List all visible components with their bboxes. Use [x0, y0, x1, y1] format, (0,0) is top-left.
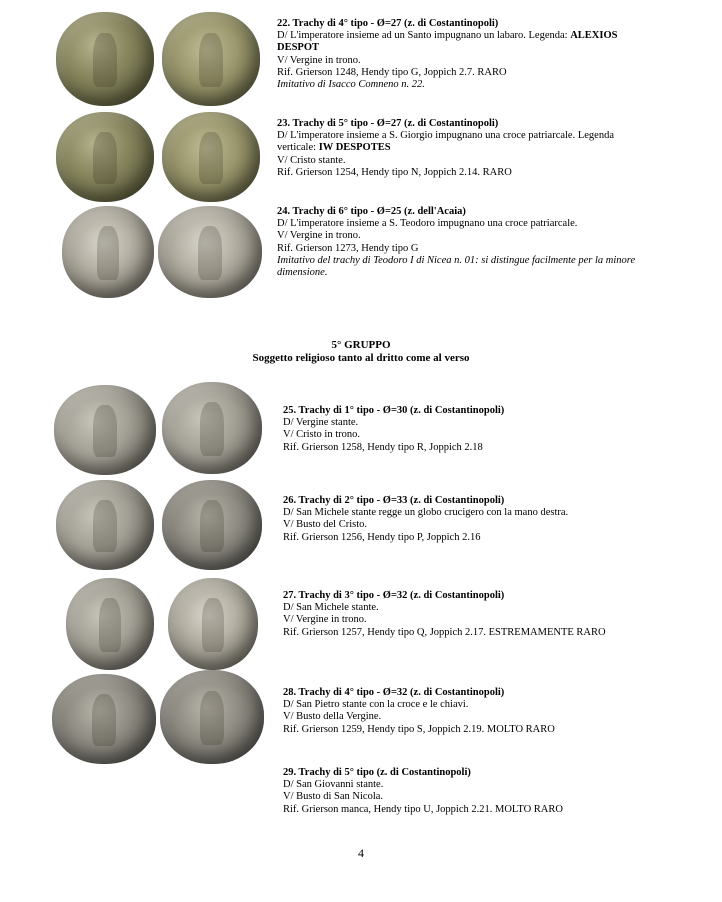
entry-title: 24. Trachy di 6° tipo - Ø=25 (z. dell'Acaia) [277, 206, 466, 217]
entry-note: dimensione. [277, 267, 328, 279]
entry-28-text: 28. Trachy di 4° tipo - Ø=32 (z. di Costantinopoli) D/ San Pietro stante con la croce e le chiavi. V/ Busto della Vergine. Rif. Grierson 1259, Hendy tipo S, Joppich 2.19. MOLTO RARO [283, 687, 703, 736]
coin-27-reverse [168, 578, 258, 670]
entry-27-text: 27. Trachy di 3° tipo - Ø=32 (z. di Costantinopoli) D/ San Michele stante. V/ Vergine in trono. Rif. Grierson 1257, Hendy tipo Q, Joppich 2.17. ESTREMAMENTE RARO [283, 590, 703, 639]
entry-note: Imitativo di Isacco Comneno n. 22. [277, 79, 425, 91]
coin-24-obverse [62, 206, 154, 298]
coin-25-reverse [162, 382, 262, 474]
entry-title: 28. Trachy di 4° tipo - Ø=32 (z. di Costantinopoli) [283, 687, 505, 698]
coin-27-obverse [66, 578, 154, 670]
entry-22-text: 22. Trachy di 4° tipo - Ø=27 (z. di Costantinopoli) D/ L'imperatore insieme ad un Santo impugnano un labaro. Legenda: ALEXIOS DESPOT V/ Vergine in trono. Rif. Grierson 1248, Hendy tipo G, Joppich 2.7. RARO Imitativo di Isacco Comneno n. 22. [277, 18, 697, 91]
group-subtitle: Soggetto religioso tanto al dritto come al verso [252, 352, 470, 364]
entry-note: Imitativo del trachy di Teodoro I di Nicea n. 01: si distingue facilmente per la minore [277, 254, 636, 266]
group-title: 5° GRUPPO [331, 339, 391, 351]
entry-29-text: 29. Trachy di 5° tipo (z. di Costantinopoli) D/ San Giovanni stante. V/ Busto di San Nicola. Rif. Grierson manca, Hendy tipo U, Joppich 2.21. MOLTO RARO [283, 767, 703, 816]
coin-23-obverse [56, 112, 154, 202]
entry-26-text: 26. Trachy di 2° tipo - Ø=33 (z. di Costantinopoli) D/ San Michele stante regge un globo crucigero con la mano destra. V/ Busto del Cristo. Rif. Grierson 1256, Hendy tipo P, Joppich 2.16 [283, 495, 703, 544]
entry-24-text: 24. Trachy di 6° tipo - Ø=25 (z. dell'Acaia) D/ L'imperatore insieme a S. Teodoro impugnano una croce patriarcale. V/ Vergine in trono. Rif. Grierson 1273, Hendy tipo G Imitativo del trachy di Teodoro I di Nicea n. 01: si distingue facilmente per la minore dimensione. [277, 206, 697, 279]
entry-title: 23. Trachy di 5° tipo - Ø=27 (z. di Costantinopoli) [277, 118, 499, 129]
page-number: 4 [358, 846, 364, 860]
coin-22-obverse [56, 12, 154, 106]
entry-title: 22. Trachy di 4° tipo - Ø=27 (z. di Costantinopoli) [277, 18, 499, 29]
coin-24-reverse [158, 206, 262, 298]
coin-23-reverse [162, 112, 260, 202]
entry-25-text: 25. Trachy di 1° tipo - Ø=30 (z. di Costantinopoli) D/ Vergine stante. V/ Cristo in trono. Rif. Grierson 1258, Hendy tipo R, Joppich 2.18 [283, 405, 703, 454]
coin-28-obverse [52, 674, 156, 764]
entry-title: 29. Trachy di 5° tipo (z. di Costantinopoli) [283, 767, 471, 778]
entry-title: 27. Trachy di 3° tipo - Ø=32 (z. di Costantinopoli) [283, 590, 505, 601]
coin-28-reverse [160, 670, 264, 764]
coin-25-obverse [54, 385, 156, 475]
coin-22-reverse [162, 12, 260, 106]
coin-26-obverse [56, 480, 154, 570]
coin-26-reverse [162, 480, 262, 570]
entry-title: 25. Trachy di 1° tipo - Ø=30 (z. di Costantinopoli) [283, 405, 505, 416]
entry-title: 26. Trachy di 2° tipo - Ø=33 (z. di Costantinopoli) [283, 495, 505, 506]
entry-23-text: 23. Trachy di 5° tipo - Ø=27 (z. di Costantinopoli) D/ L'imperatore insieme a S. Giorgio impugnano una croce patriarcale. Legenda verticale: IW DESPOTES V/ Cristo stante. Rif. Grierson 1254, Hendy tipo N, Joppich 2.14. RARO [277, 118, 697, 179]
